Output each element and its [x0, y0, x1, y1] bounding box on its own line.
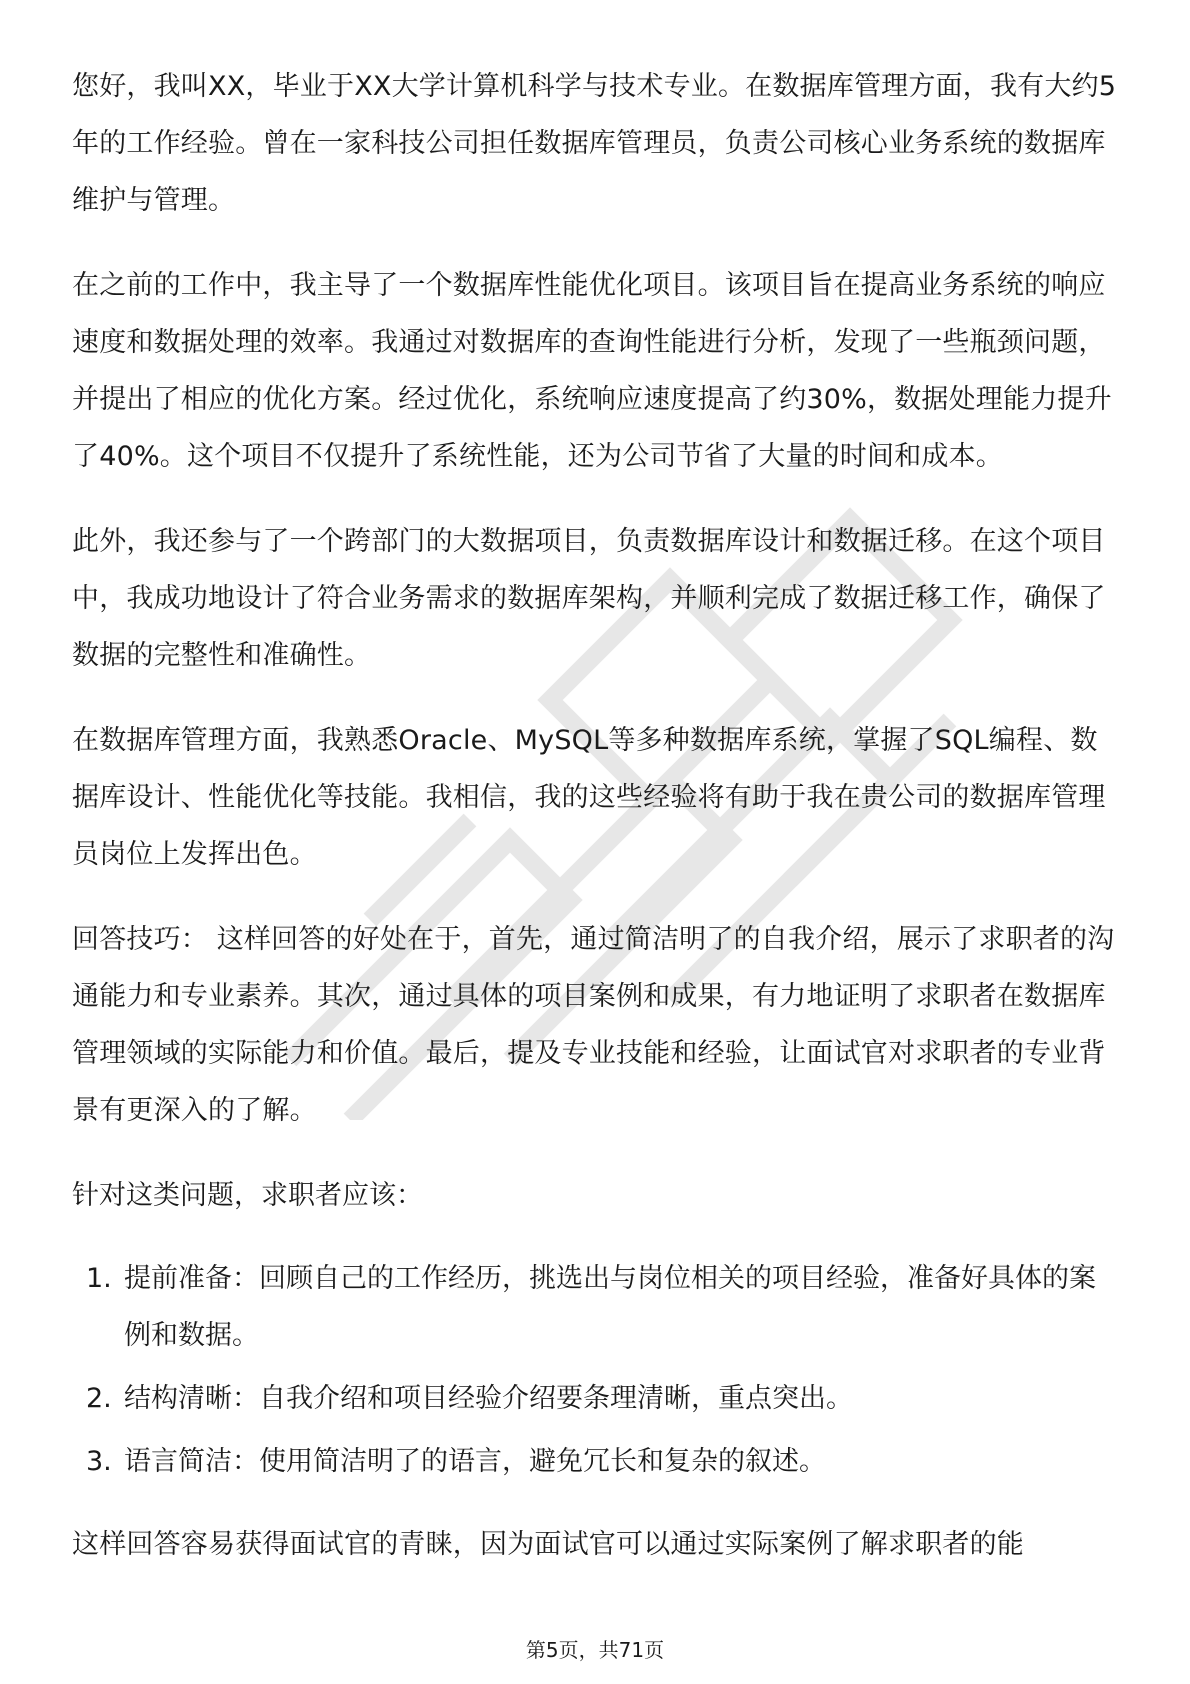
list-item: [72, 1250, 1122, 1364]
paragraph-answer-tips: 回答技巧： 这样回答的好处在于，首先，通过简洁明了的自我介绍，展示了求职者的沟通能力和专业素养。其次，通过具体的项目案例和成果，有力地证明了求职者在数据库管理领域的实际能力和价值。最后，提及专业技能和经验，让面试官对求职者的专业背景有更深入的了解。: [72, 924, 1115, 1126]
list-item: [72, 1370, 1122, 1427]
list-item: [72, 1433, 1122, 1490]
list-item-text: 结构清晰：自我介绍和项目经验介绍要条理清晰，重点突出。: [124, 1383, 853, 1414]
paragraph-skills: 在数据库管理方面，我熟悉Oracle、MySQL等多种数据库系统，掌握了SQL编程、数据库设计、性能优化等技能。我相信，我的这些经验将有助于我在贵公司的数据库管理员岗位上发挥出色。: [72, 725, 1106, 870]
list-item-number: 2.: [86, 1383, 112, 1414]
paragraph-bigdata-project: 此外，我还参与了一个跨部门的大数据项目，负责数据库设计和数据迁移。在这个项目中，我成功地设计了符合业务需求的数据库架构，并顺利完成了数据迁移工作，确保了数据的完整性和准确性。: [72, 526, 1106, 671]
page-number: 第5页，共71页: [525, 1638, 665, 1662]
paragraph-optimization-project: 在之前的工作中，我主导了一个数据库性能优化项目。该项目旨在提高业务系统的响应速度和数据处理的效率。我通过对数据库的查询性能进行分析，发现了一些瓶颈问题，并提出了相应的优化方案。经过优化，系统响应速度提高了约30%，数据处理能力提升了40%。这个项目不仅提升了系统性能，还为公司节省了大量的时间和成本。: [72, 270, 1112, 472]
list-intro: 针对这类问题，求职者应该：: [72, 1180, 423, 1211]
list-item-text: 语言简洁：使用简洁明了的语言，避免冗长和复杂的叙述。: [124, 1446, 826, 1477]
paragraph-self-intro: 您好，我叫XX，毕业于XX大学计算机科学与技术专业。在数据库管理方面，我有大约5年的工作经验。曾在一家科技公司担任数据库管理员，负责公司核心业务系统的数据库维护与管理。: [72, 71, 1117, 216]
list-item-number: 3.: [86, 1446, 112, 1477]
tips-list: [72, 1250, 1122, 1490]
paragraph-closing: 这样回答容易获得面试官的青睐，因为面试官可以通过实际案例了解求职者的能: [72, 1529, 1024, 1560]
document-body: [72, 58, 1122, 1573]
list-item-text: 提前准备：回顾自己的工作经历，挑选出与岗位相关的项目经验，准备好具体的案例和数据。: [124, 1263, 1096, 1351]
list-item-number: 1.: [86, 1263, 112, 1294]
